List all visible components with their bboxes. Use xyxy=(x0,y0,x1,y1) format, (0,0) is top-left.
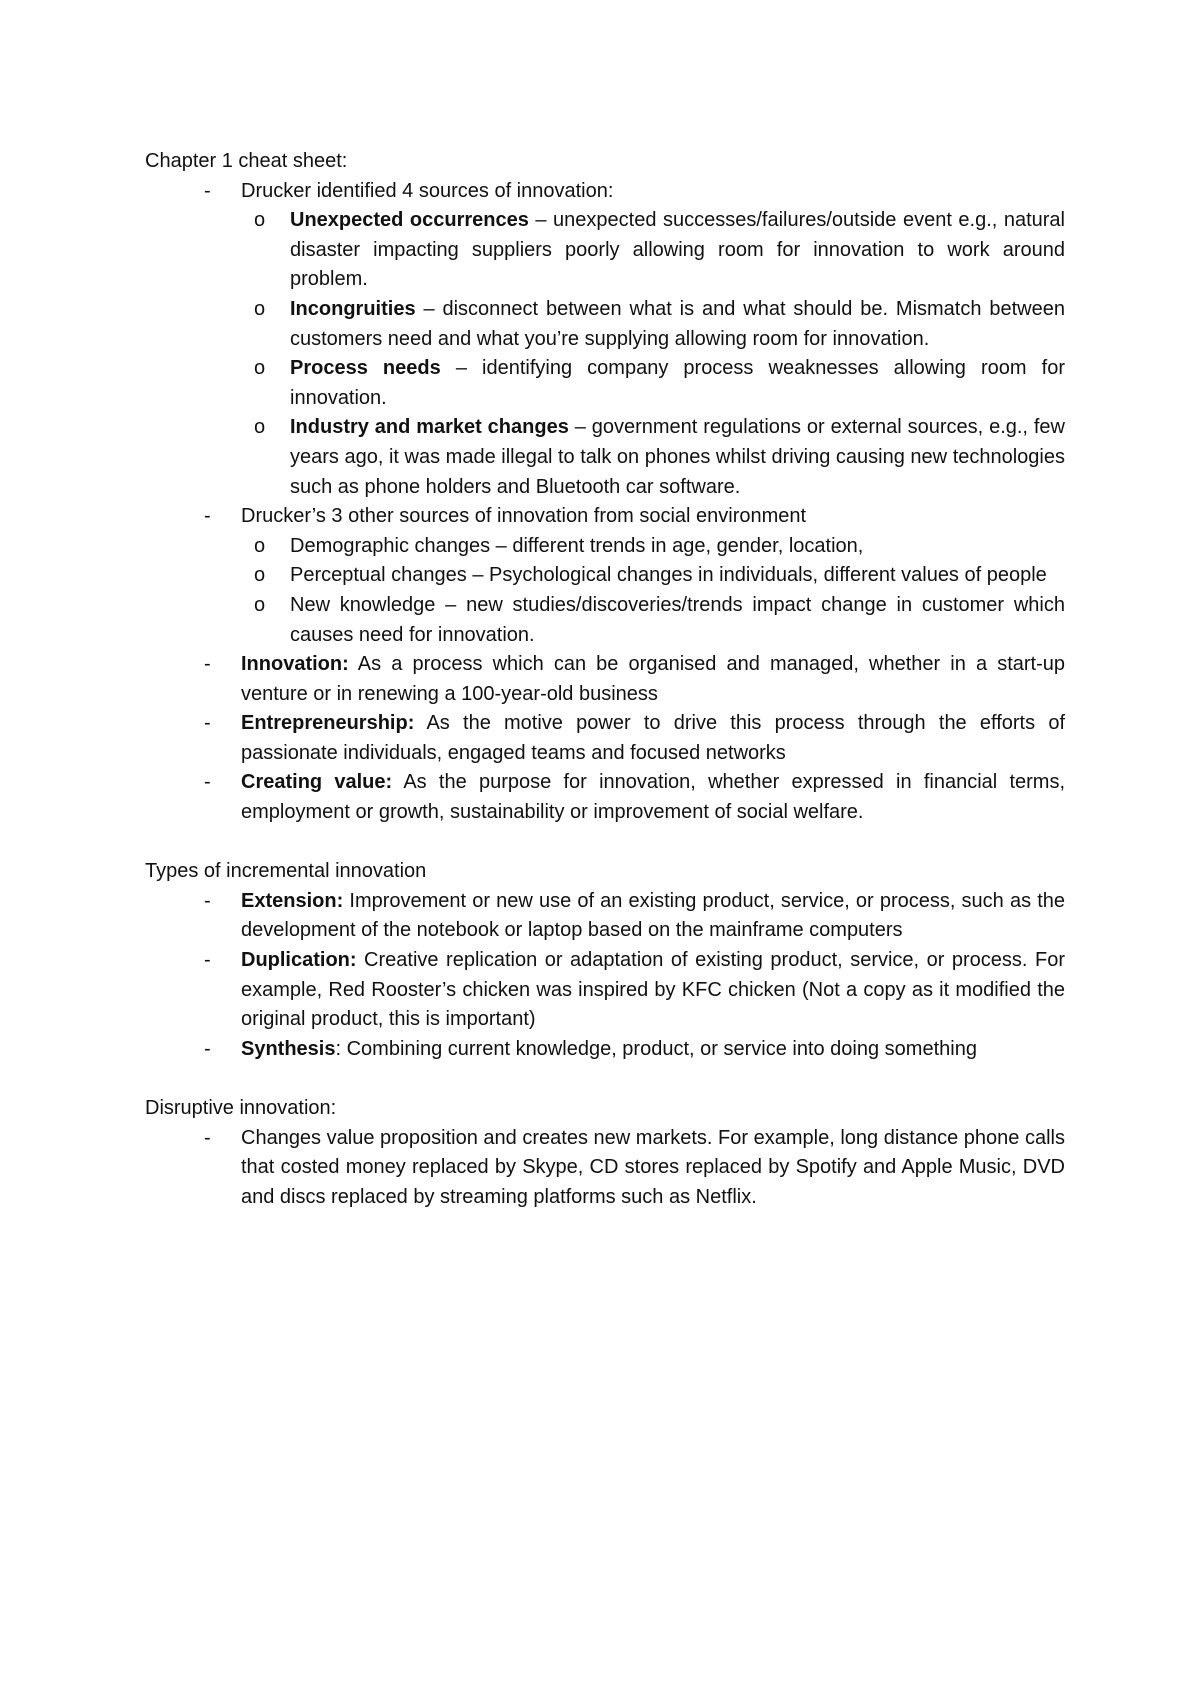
item-text: – government regulations or external sources, e.g., few years ago, it was made illegal to talk on phones whilst driving causing new technologies such as phone holders and Bluetooth car software. xyxy=(290,416,1065,498)
sub-list-item xyxy=(241,413,1065,502)
term-label: Unexpected occurrences xyxy=(290,209,529,232)
list-item xyxy=(145,887,1065,946)
list-item xyxy=(145,946,1065,1035)
item-text: As the motive power to drive this process through the efforts of passionate individuals, engaged teams and focused networks xyxy=(241,712,1065,764)
bullet-list xyxy=(145,177,1065,828)
item-text: Demographic changes – different trends in age, gender, location, xyxy=(290,534,864,557)
section-disruptive-innovation xyxy=(145,1094,1065,1212)
list-item xyxy=(145,177,1065,503)
list-item xyxy=(145,1035,1065,1065)
section-heading: Chapter 1 cheat sheet: xyxy=(145,150,348,172)
section-chapter-1 xyxy=(145,147,1065,828)
dash-bullet: - xyxy=(204,1037,211,1060)
item-text: – disconnect between what is and what should be. Mismatch between customers need and what you’re supplying allowing room for innovation. xyxy=(290,297,1065,350)
dash-bullet: - xyxy=(204,771,211,794)
sub-list-item xyxy=(241,206,1065,295)
bullet-list xyxy=(145,887,1065,1065)
term-label: Creating value: xyxy=(241,771,393,794)
list-item xyxy=(145,650,1065,709)
term-label: Extension: xyxy=(241,889,344,912)
item-text: Drucker identified 4 sources of innovation: xyxy=(241,179,614,202)
dash-bullet: - xyxy=(204,505,211,528)
circle-bullet: o xyxy=(254,297,266,320)
term-label: Entrepreneurship: xyxy=(241,712,415,735)
bullet-list xyxy=(145,1124,1065,1213)
sub-list-item xyxy=(241,532,1065,562)
dash-bullet: - xyxy=(204,1126,211,1149)
section-spacer xyxy=(145,828,1065,858)
section-incremental-innovation xyxy=(145,857,1065,1064)
dash-bullet: - xyxy=(204,712,211,735)
list-item xyxy=(145,768,1065,827)
document-body xyxy=(145,147,1065,1212)
sub-list-item xyxy=(241,354,1065,413)
item-text: Drucker’s 3 other sources of innovation from social environment xyxy=(241,505,807,528)
circle-bullet: o xyxy=(254,357,266,380)
term-label: Duplication: xyxy=(241,949,357,972)
section-heading: Disruptive innovation: xyxy=(145,1097,337,1119)
item-text: Improvement or new use of an existing product, service, or process, such as the development of the notebook or laptop based on the mainframe computers xyxy=(241,889,1065,942)
sub-bullet-list xyxy=(241,532,1065,650)
dash-bullet: - xyxy=(204,889,211,912)
list-item xyxy=(145,1124,1065,1213)
term-label: Innovation: xyxy=(241,653,349,676)
circle-bullet: o xyxy=(254,209,266,232)
dash-bullet: - xyxy=(204,653,211,676)
list-item xyxy=(145,709,1065,768)
item-text: Perceptual changes – Psychological changes in individuals, different values of people xyxy=(290,564,1047,587)
section-heading: Types of incremental innovation xyxy=(145,860,427,883)
circle-bullet: o xyxy=(254,593,266,616)
item-text: : Combining current knowledge, product, or service into doing something xyxy=(335,1037,977,1060)
sub-list-item xyxy=(241,295,1065,354)
item-text: Creative replication or adaptation of existing product, service, or process. For example, Red Rooster’s chicken was inspired by KFC chicken (Not a copy as it modified the original product, this is important) xyxy=(241,949,1065,1031)
circle-bullet: o xyxy=(254,534,266,557)
term-label: Industry and market changes xyxy=(290,416,569,439)
dash-bullet: - xyxy=(204,949,211,972)
circle-bullet: o xyxy=(254,416,266,439)
item-text: New knowledge – new studies/discoveries/trends impact change in customer which causes need for innovation. xyxy=(290,593,1065,646)
item-text: – unexpected successes/failures/outside event e.g., natural disaster impacting suppliers poorly allowing room for innovation to work around problem. xyxy=(290,209,1065,291)
list-item xyxy=(145,502,1065,650)
sub-bullet-list xyxy=(241,206,1065,502)
item-text: As the purpose for innovation, whether expressed in financial terms, employment or growth, sustainability or improvement of social welfare. xyxy=(241,771,1066,824)
section-spacer xyxy=(145,1064,1065,1094)
item-text: Changes value proposition and creates new markets. For example, long distance phone calls that costed money replaced by Skype, CD stores replaced by Spotify and Apple Music, DVD and discs replaced by streaming platforms such as Netflix. xyxy=(241,1126,1065,1208)
term-label: Synthesis xyxy=(241,1037,336,1060)
dash-bullet: - xyxy=(204,179,211,202)
item-text: – identifying company process weaknesses allowing room for innovation. xyxy=(290,357,1066,409)
term-label: Process needs xyxy=(290,357,441,380)
term-label: Incongruities xyxy=(290,297,416,320)
sub-list-item xyxy=(241,561,1065,591)
circle-bullet: o xyxy=(254,564,266,587)
sub-list-item xyxy=(241,591,1065,650)
item-text: As a process which can be organised and managed, whether in a start-up venture or in renewing a 100-year-old business xyxy=(241,653,1065,705)
